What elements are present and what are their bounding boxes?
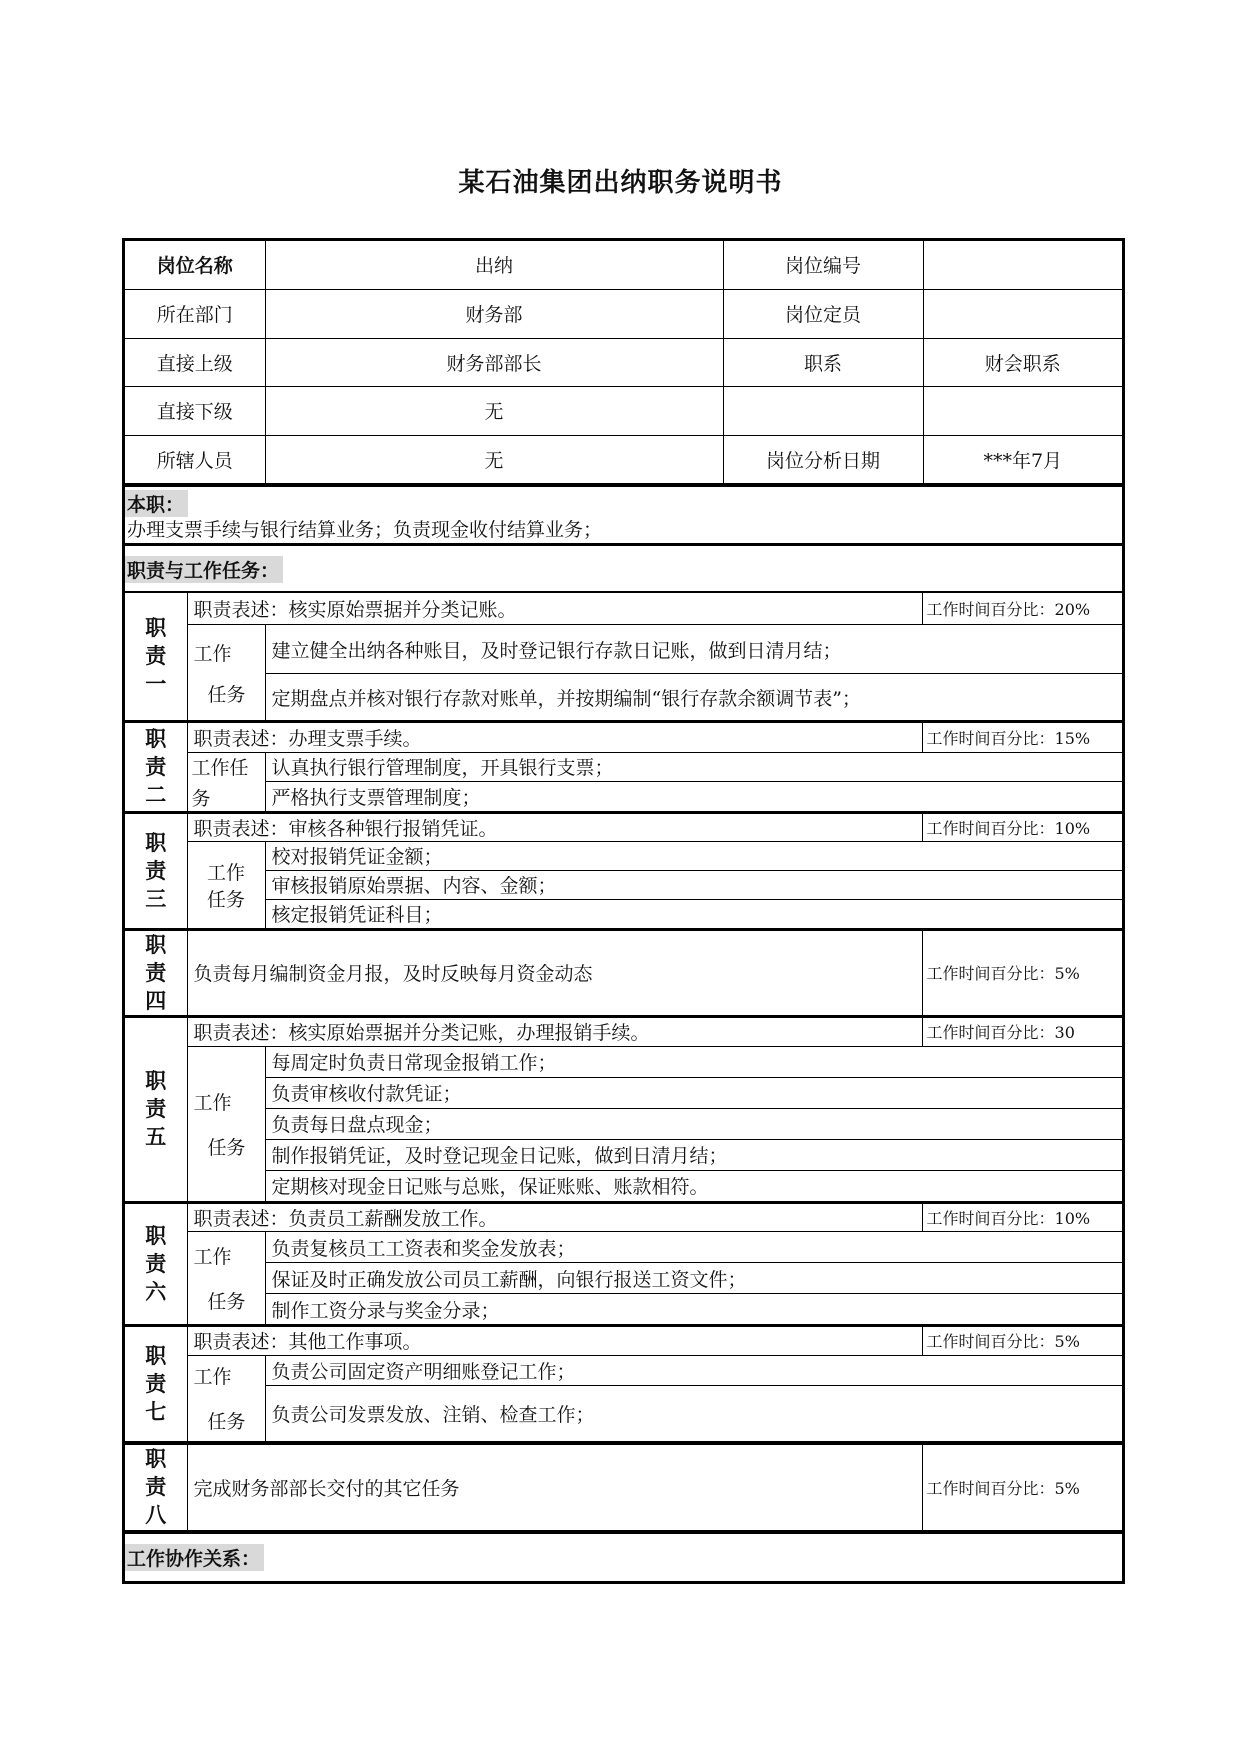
duty-description: 负责每月编制资金月报，及时反映每月资金动态 bbox=[187, 930, 922, 1016]
info-row bbox=[125, 289, 1122, 338]
job-description-form bbox=[122, 238, 1125, 1584]
duty-block-6 bbox=[125, 1202, 1122, 1326]
task-item: 审核报销原始票据、内容、金额； bbox=[265, 870, 1122, 899]
duty-block-5 bbox=[125, 1016, 1122, 1202]
time-percentage: 工作时间百分比：20% bbox=[922, 592, 1122, 625]
info-label: 岗位分析日期 bbox=[723, 435, 923, 483]
task-item: 负责公司发票发放、注销、检查工作； bbox=[265, 1385, 1122, 1441]
time-percentage: 工作时间百分比：10% bbox=[922, 1203, 1122, 1232]
duty-label: 职 责 二 bbox=[125, 722, 187, 811]
duty-description: 职责表述：审核各种银行报销凭证。 bbox=[187, 813, 922, 842]
task-label: 工作 任务 bbox=[187, 1355, 265, 1441]
task-item: 严格执行支票管理制度； bbox=[265, 782, 1122, 812]
duty-block-4 bbox=[125, 929, 1122, 1017]
page-title: 某石油集团出纳职务说明书 bbox=[458, 168, 783, 198]
duty-label: 职 责 四 bbox=[125, 930, 187, 1016]
duty-block-7 bbox=[125, 1325, 1122, 1442]
duty-block-8 bbox=[125, 1442, 1122, 1531]
task-item: 负责每日盘点现金； bbox=[265, 1108, 1122, 1139]
duty-block-3 bbox=[125, 812, 1122, 929]
duty-description: 职责表述：其他工作事项。 bbox=[187, 1326, 922, 1355]
duty-description: 完成财务部部长交付的其它任务 bbox=[187, 1443, 922, 1530]
duty-description: 职责表述：核实原始票据并分类记账，办理报销手续。 bbox=[187, 1017, 922, 1046]
duty-label: 职 责 八 bbox=[125, 1443, 187, 1530]
info-row bbox=[125, 386, 1122, 435]
info-value: ***年7月 bbox=[923, 435, 1122, 483]
info-label: 所辖人员 bbox=[125, 435, 265, 483]
task-item: 制作报销凭证，及时登记现金日记账，做到日清月结； bbox=[265, 1139, 1122, 1170]
time-percentage: 工作时间百分比：5% bbox=[922, 1443, 1122, 1530]
task-item: 负责审核收付款凭证； bbox=[265, 1077, 1122, 1108]
task-item: 校对报销凭证金额； bbox=[265, 841, 1122, 870]
task-item: 认真执行银行管理制度，开具银行支票； bbox=[265, 752, 1122, 782]
info-value bbox=[923, 386, 1122, 435]
task-item: 负责公司固定资产明细账登记工作； bbox=[265, 1355, 1122, 1385]
duties-header-section bbox=[125, 543, 1122, 591]
info-label: 所在部门 bbox=[125, 289, 265, 338]
task-label: 工作 任务 bbox=[187, 1232, 265, 1325]
task-item: 制作工资分录与奖金分录； bbox=[265, 1294, 1122, 1325]
duty-label: 职 责 一 bbox=[125, 592, 187, 721]
task-label: 工作任 务 bbox=[187, 752, 265, 811]
task-item: 核定报销凭证科目； bbox=[265, 899, 1122, 928]
time-percentage: 工作时间百分比：5% bbox=[922, 930, 1122, 1016]
task-label: 工作 任务 bbox=[187, 625, 265, 721]
info-label: 岗位名称 bbox=[125, 241, 265, 289]
info-label: 岗位编号 bbox=[723, 241, 923, 289]
benzhi-text: 办理支票手续与银行结算业务；负责现金收付结算业务； bbox=[127, 518, 603, 541]
duties-header: 职责与工作任务： bbox=[125, 556, 283, 583]
duty-label: 职 责 三 bbox=[125, 813, 187, 929]
info-value bbox=[923, 241, 1122, 289]
info-value: 财务部 bbox=[265, 289, 723, 338]
info-value: 财务部部长 bbox=[265, 338, 723, 386]
task-item: 负责复核员工工资表和奖金发放表； bbox=[265, 1232, 1122, 1263]
task-label: 工作 任务 bbox=[187, 841, 265, 928]
time-percentage: 工作时间百分比：15% bbox=[922, 722, 1122, 752]
duty-description: 职责表述：办理支票手续。 bbox=[187, 722, 922, 752]
info-label: 直接上级 bbox=[125, 338, 265, 386]
info-row bbox=[125, 338, 1122, 386]
task-item: 建立健全出纳各种账目，及时登记银行存款日记账，做到日清月结； bbox=[265, 625, 1122, 674]
info-value bbox=[923, 289, 1122, 338]
info-value: 财会职系 bbox=[923, 338, 1122, 386]
duty-label: 职 责 五 bbox=[125, 1017, 187, 1201]
task-item: 定期核对现金日记账与总账，保证账账、账款相符。 bbox=[265, 1170, 1122, 1201]
task-item: 定期盘点并核对银行存款对账单，并按期编制“银行存款余额调节表”； bbox=[265, 674, 1122, 721]
duty-label: 职 责 七 bbox=[125, 1326, 187, 1441]
basic-info-table bbox=[125, 241, 1122, 484]
info-label bbox=[723, 386, 923, 435]
info-value: 无 bbox=[265, 386, 723, 435]
benzhi-label: 本职： bbox=[125, 490, 188, 517]
benzhi-section bbox=[125, 484, 1122, 543]
info-label: 岗位定员 bbox=[723, 289, 923, 338]
duty-label: 职 责 六 bbox=[125, 1203, 187, 1325]
info-label: 职系 bbox=[723, 338, 923, 386]
info-value: 无 bbox=[265, 435, 723, 483]
time-percentage: 工作时间百分比：30 bbox=[922, 1017, 1122, 1046]
cooperation-section bbox=[125, 1531, 1122, 1577]
time-percentage: 工作时间百分比：10% bbox=[922, 813, 1122, 842]
duty-description: 职责表述：负责员工薪酬发放工作。 bbox=[187, 1203, 922, 1232]
duty-block-2 bbox=[125, 721, 1122, 812]
info-label: 直接下级 bbox=[125, 386, 265, 435]
info-row bbox=[125, 435, 1122, 483]
info-value: 出纳 bbox=[265, 241, 723, 289]
cooperation-header: 工作协作关系： bbox=[125, 1544, 264, 1571]
duty-block-1 bbox=[125, 591, 1122, 722]
task-item: 保证及时正确发放公司员工薪酬，向银行报送工资文件； bbox=[265, 1263, 1122, 1294]
task-item: 每周定时负责日常现金报销工作； bbox=[265, 1046, 1122, 1077]
duty-description: 职责表述：核实原始票据并分类记账。 bbox=[187, 592, 922, 625]
info-row bbox=[125, 241, 1122, 289]
time-percentage: 工作时间百分比：5% bbox=[922, 1326, 1122, 1355]
task-label: 工作 任务 bbox=[187, 1046, 265, 1201]
